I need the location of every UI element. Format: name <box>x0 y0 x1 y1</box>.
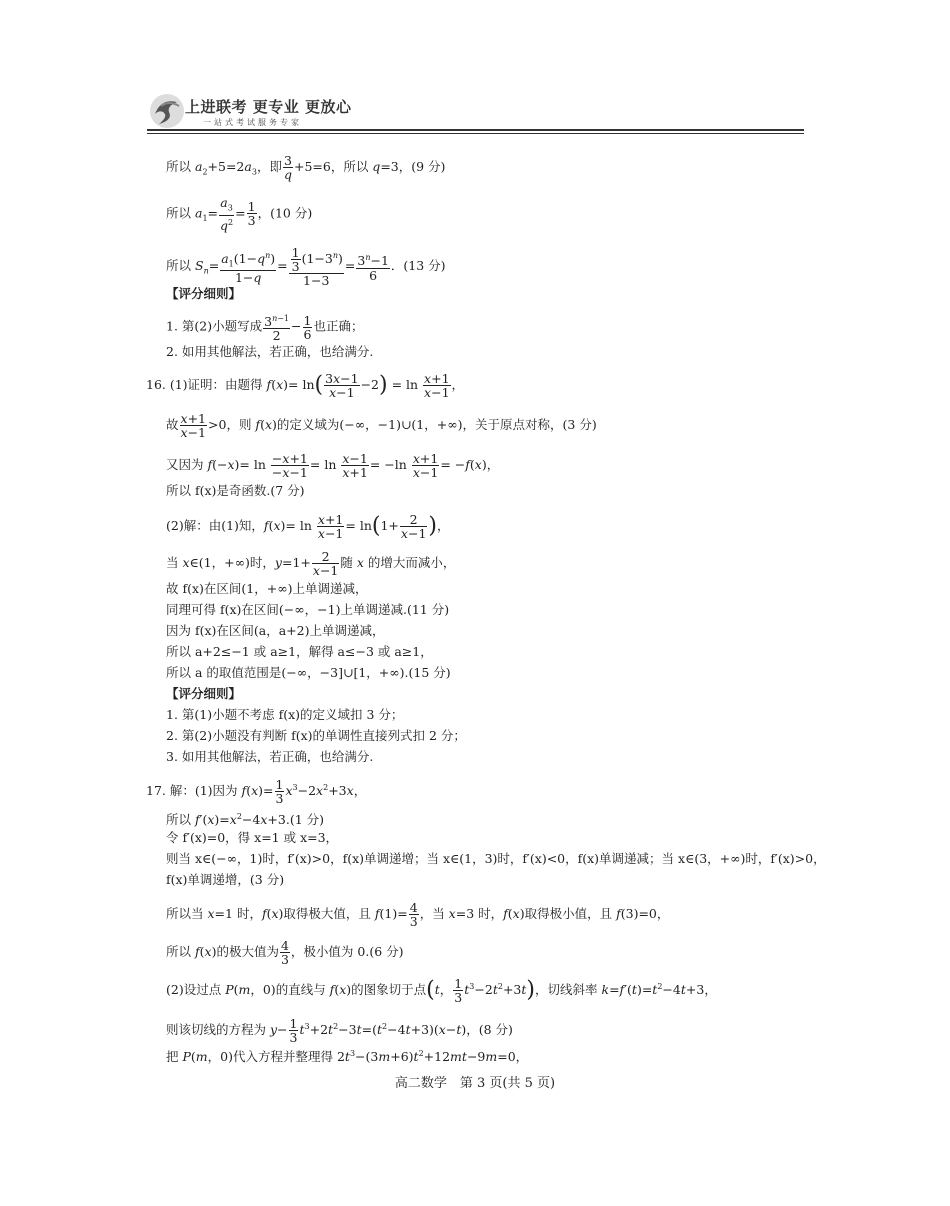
rules-title-1: 【评分细则】 <box>166 286 242 301</box>
line-q16-6: 当 x∈(1，+∞)时，y=1+ $\frac{2}{x-1}$ 随 x 的增大而减小， <box>166 549 456 578</box>
line-q16-4: 所以 f(x)是奇函数.(7 分) <box>166 483 305 498</box>
line-q16-1: 16. (1)证明：由题得 f(x)= ln( $\frac{3x-1}{x-1}$ −2) = ln $\frac{x+1}{x-1}$ ， <box>146 371 465 400</box>
line-l1: 所以 $a_2+5=2a_3$，即 $\frac{3}{q}$ +5=6，所以 q=3，(9 分) <box>166 153 446 182</box>
line-l3: 所以 $S_n=$ $\frac{a_1(1-q^n)}{1-q}$ = $\frac{1}{3}$ $(1-3^n)$ 1−3 = $\frac{3^n-1}{6}$ ．(13 分) <box>166 245 446 288</box>
line-q16-3: 又因为 f(−x)= ln $\frac{-x+1}{-x-1}$ = ln $\frac{x-1}{x+1}$ = −ln $\frac{x+1}{x-1}$ = −f(x)， <box>166 451 500 480</box>
line-q16-9: 因为 f(x)在区间(a，a+2)上单调递减， <box>166 623 385 638</box>
line-r1-2: 2. 如用其他解法，若正确，也给满分. <box>166 344 374 359</box>
line-q16-11: 所以 a 的取值范围是(−∞，−3]∪[1，+∞).(15 分) <box>166 665 451 680</box>
line-q17-2: 所以 $f'(x)=x^2-4x+3.(1$ 分) <box>166 812 325 828</box>
line-q16-2: 故 $\frac{x+1}{x-1}$ >0，则 f(x)的定义域为(−∞，−1)∪(1，+∞)，关于原点对称，(3 分) <box>166 411 597 440</box>
line-q17-6: 所以当 x=1 时，f(x)取得极大值，且 f(1)= $\frac{4}{3}$ ，当 x=3 时，f(x)取得极小值，且 f(3)=0， <box>166 900 670 929</box>
line-r2-3: 3. 如用其他解法，若正确，也给满分. <box>166 749 374 764</box>
line-q17-3: 令 f′(x)=0，得 x=1 或 x=3， <box>166 830 339 845</box>
line-q17-10: 把 P(m，0)代入方程并整理得 $2t^3-(3m+6)t^2+12mt-9m=0$， <box>166 1049 529 1065</box>
rules-title-2: 【评分细则】 <box>166 686 242 701</box>
header-tagline: 一站式考试服务专家 <box>203 118 302 127</box>
line-q17-5: f(x)单调递增，(3 分) <box>166 872 285 887</box>
line-q16-10: 所以 a+2≤−1 或 a≥1，解得 a≤−3 或 a≥1， <box>166 644 433 659</box>
line-q17-7: 所以 f(x)的极大值为 $\frac{4}{3}$ ，极小值为 0.(6 分) <box>166 938 404 967</box>
line-q17-9: 则该切线的方程为 y− $\frac{1}{3}$ $t^3+2t^2-3t=(t^2-4t+3)(x-t)$，(8 分) <box>166 1016 513 1045</box>
header-slogan: 上进联考 更专业 更放心 <box>185 98 352 116</box>
header-rule <box>147 129 804 131</box>
logo-icon <box>147 92 187 130</box>
header-rule-thin <box>147 133 804 134</box>
line-q16-5: (2)解：由(1)知，f(x)= ln $\frac{x+1}{x-1}$ = ln(1+ $\frac{2}{x-1}$ )， <box>166 512 450 541</box>
line-q17-4: 则当 x∈(−∞，1)时，f′(x)>0，f(x)单调递增；当 x∈(1，3)时，f′(x)<0，f(x)单调递减；当 x∈(3，+∞)时，f′(x)>0， <box>166 851 826 866</box>
line-l2: 所以 $a_1=$ $\frac{a_3}{q^2}$ = $\frac{1}{3}$ ，(10 分) <box>166 195 313 233</box>
line-q16-7: 故 f(x)在区间(1，+∞)上单调递减， <box>166 581 368 596</box>
line-q16-8: 同理可得 f(x)在区间(−∞，−1)上单调递减.(11 分) <box>166 602 450 617</box>
line-q17-1: 17. 解：(1)因为 f(x)= $\frac{1}{3}$ $x^3-2x^2+3x$， <box>146 777 367 806</box>
page-footer: 高二数学 第 3 页(共 5 页) <box>394 1076 556 1091</box>
line-q17-8: (2)设过点 P(m，0)的直线与 f(x)的图象切于点(t， $\frac{1}{3}$ $t^3-2t^2+3t$)，切线斜率 $k=f'(t)=t^2-4t+3$， <box>166 976 717 1005</box>
line-r1-1: 1. 第(2)小题写成 $\frac{3^{n-1}}{2}$ − $\frac{1}{6}$ 也正确； <box>166 312 364 344</box>
line-r2-2: 2. 第(2)小题没有判断 f(x)的单调性直接列式扣 2 分； <box>166 728 466 743</box>
line-r2-1: 1. 第(1)小题不考虑 f(x)的定义域扣 3 分； <box>166 707 404 722</box>
